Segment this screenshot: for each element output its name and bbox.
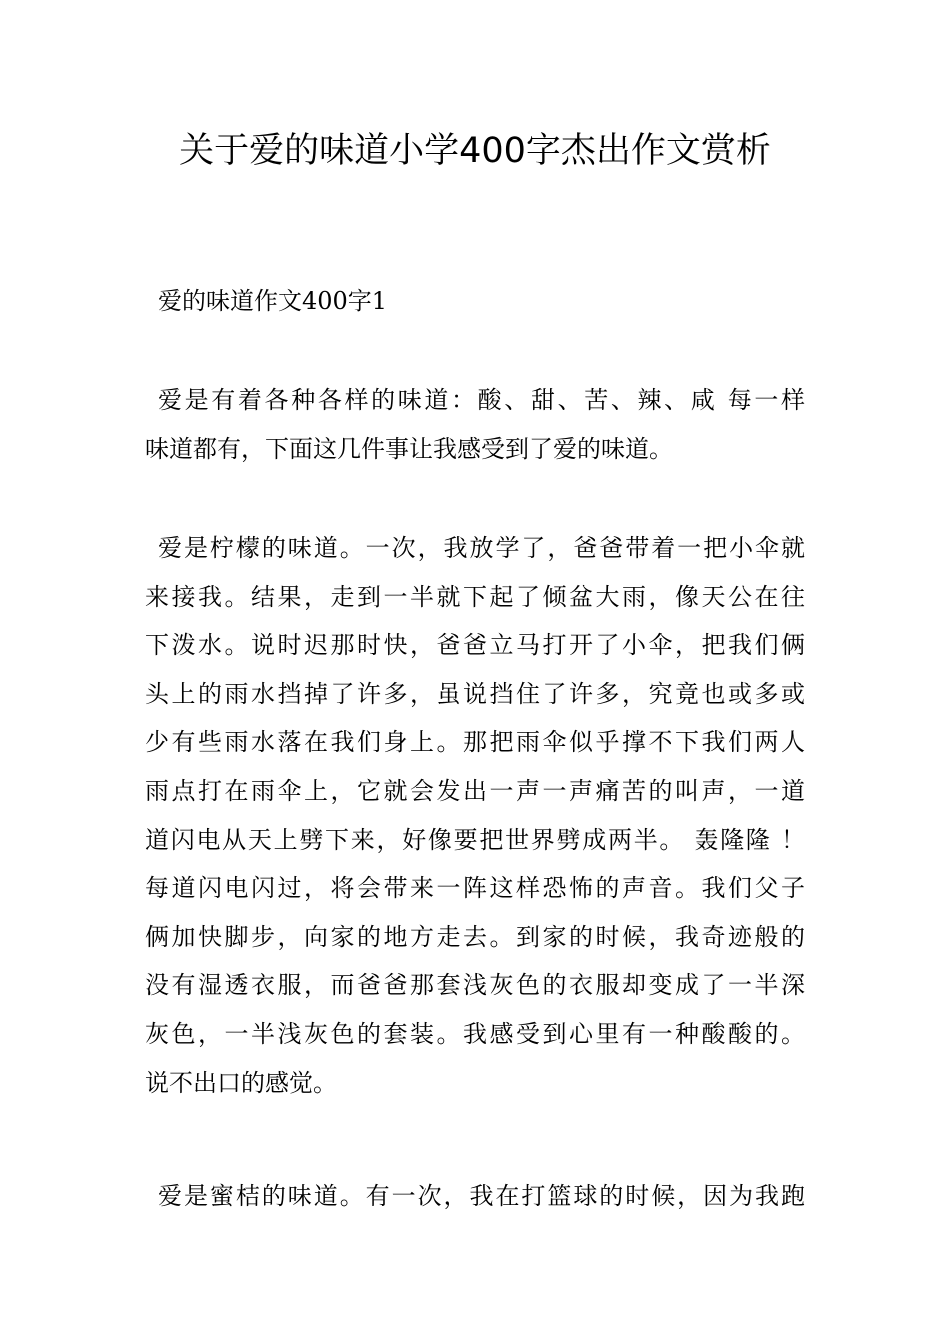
paragraph-line: 来接我。结果，走到一半就下起了倾盆大雨，像天公在往	[145, 582, 805, 611]
paragraph-line: 说不出口的感觉。	[145, 1068, 337, 1097]
paragraph-line: 爱是柠檬的味道。一次，我放学了，爸爸带着一把小伞就	[158, 534, 805, 562]
paragraph-line: 头上的雨水挡掉了许多，虽说挡住了许多，究竟也或多或	[145, 679, 805, 708]
paragraph-line: 俩加快脚步，向家的地方走去。到家的时候，我奇迹般的	[145, 922, 805, 951]
paragraph-line: 少有些雨水落在我们身上。那把雨伞似乎撑不下我们两人	[145, 728, 805, 757]
paragraph-3	[145, 1172, 805, 1221]
paragraph-line: 味道都有，下面这几件事让我感受到了爱的味道。	[145, 434, 673, 463]
paragraph-line: 爱是有着各种各样的味道：酸、甜、苦、辣、咸 每一样	[158, 386, 805, 414]
section-heading: 爱的味道作文400字1	[158, 287, 388, 315]
paragraph-line: 灰色，一半浅灰色的套装。我感受到心里有一种酸酸的。	[145, 1019, 805, 1048]
paragraph-1	[145, 376, 805, 473]
paragraph-line: 下泼水。说时迟那时快，爸爸立马打开了小伞，把我们俩	[145, 631, 805, 660]
paragraph-line: 道闪电从天上劈下来，好像要把世界劈成两半。 轰隆隆 ！	[145, 825, 805, 854]
paragraph-2	[145, 524, 805, 1107]
paragraph-line: 雨点打在雨伞上，它就会发出一声一声痛苦的叫声，一道	[145, 776, 805, 805]
paragraph-line: 每道闪电闪过，将会带来一阵这样恐怖的声音。我们父子	[145, 874, 805, 903]
document-title: 关于爱的味道小学400字杰出作文赏析	[179, 131, 771, 171]
paragraph-line: 爱是蜜桔的味道。有一次，我在打篮球的时候，因为我跑	[158, 1182, 805, 1210]
paragraph-line: 没有湿透衣服，而爸爸那套浅灰色的衣服却变成了一半深	[145, 971, 805, 1000]
